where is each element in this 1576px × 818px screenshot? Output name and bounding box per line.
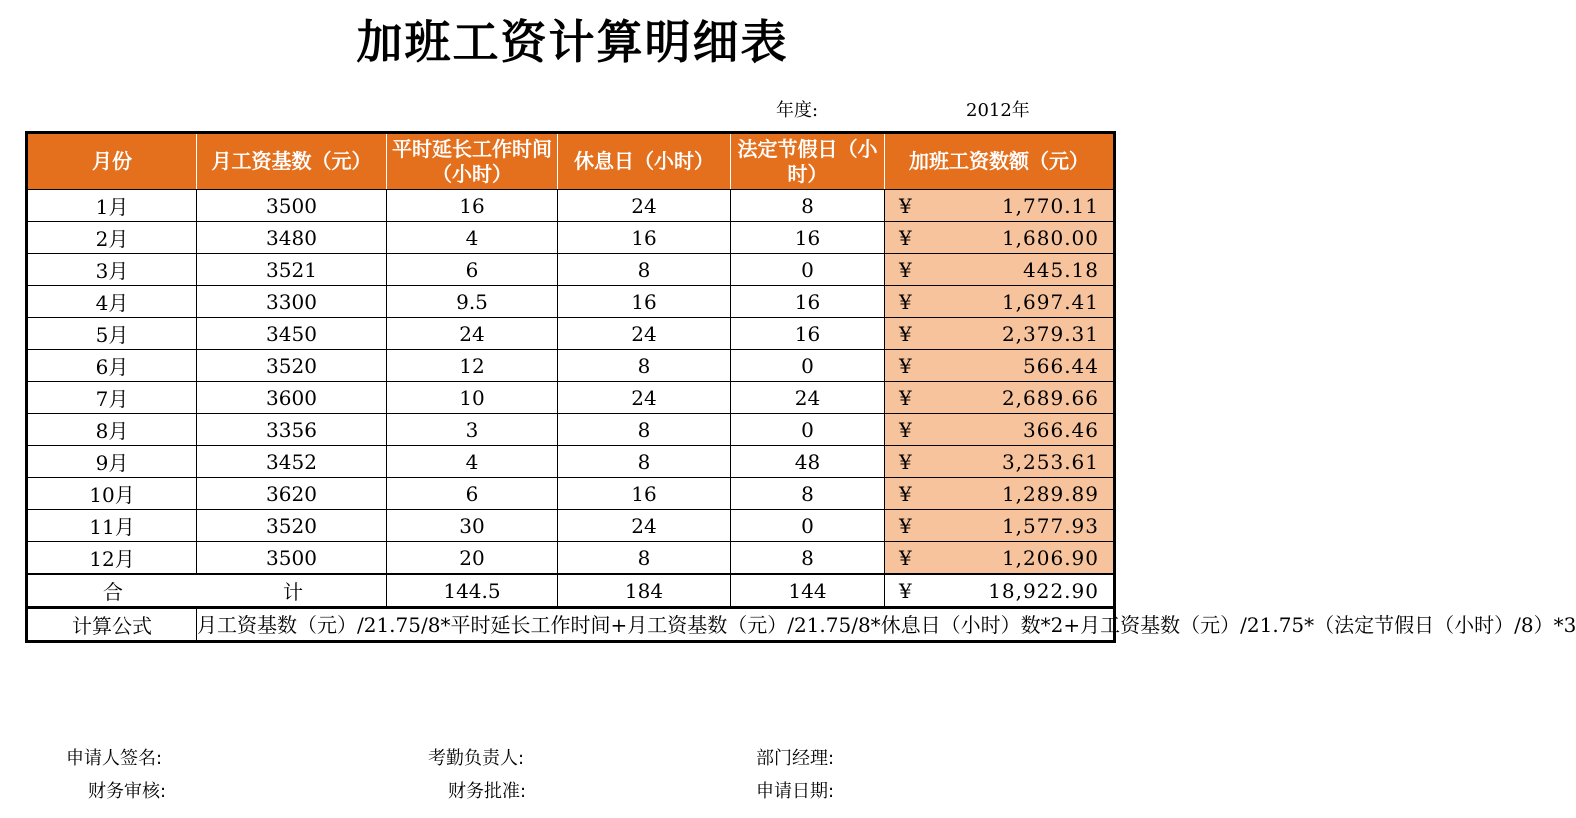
weekday-hours-cell: 4	[387, 222, 558, 254]
amount-value: 445.18	[1023, 257, 1099, 282]
month-cell: 3月	[27, 254, 197, 286]
rest-hours-cell: 8	[558, 350, 731, 382]
month-cell: 4月	[27, 286, 197, 318]
yen-symbol: ¥	[899, 417, 912, 442]
base-cell: 3500	[197, 190, 387, 222]
applicant-signature-label: 申请人签名:	[66, 748, 163, 769]
total-weekday: 144.5	[387, 574, 558, 608]
yen-symbol: ¥	[899, 545, 912, 570]
month-cell: 12月	[27, 542, 197, 575]
weekday-hours-cell: 16	[387, 190, 558, 222]
table-row	[27, 510, 1115, 542]
amount-cell	[885, 222, 1115, 254]
weekday-hours-cell: 24	[387, 318, 558, 350]
yen-symbol: ¥	[899, 578, 912, 603]
total-amount: 18,922.90	[988, 578, 1099, 603]
amount-cell	[885, 286, 1115, 318]
amount-value: 566.44	[1023, 353, 1099, 378]
base-cell: 3520	[197, 510, 387, 542]
rest-hours-cell: 16	[558, 286, 731, 318]
year-value: 2012年	[966, 100, 1030, 121]
header-holiday-hours: 法定节假日（小时）	[731, 133, 885, 190]
base-cell: 3500	[197, 542, 387, 575]
yen-symbol: ¥	[899, 257, 912, 282]
base-cell: 3300	[197, 286, 387, 318]
month-cell: 10月	[27, 478, 197, 510]
month-cell: 6月	[27, 350, 197, 382]
header-base: 月工资基数（元）	[197, 133, 387, 190]
formula-label: 计算公式	[27, 608, 197, 642]
holiday-hours-cell: 8	[731, 190, 885, 222]
apply-date-label: 申请日期:	[756, 781, 835, 802]
table-row	[27, 318, 1115, 350]
header-amount: 加班工资数额（元）	[885, 133, 1115, 190]
holiday-hours-cell: 16	[731, 286, 885, 318]
rest-hours-cell: 24	[558, 382, 731, 414]
month-cell: 7月	[27, 382, 197, 414]
base-cell: 3452	[197, 446, 387, 478]
holiday-hours-cell: 16	[731, 222, 885, 254]
header-row	[27, 133, 1115, 190]
holiday-hours-cell: 0	[731, 510, 885, 542]
total-label-left: 合	[103, 580, 123, 604]
rest-hours-cell: 16	[558, 222, 731, 254]
weekday-hours-cell: 6	[387, 254, 558, 286]
rest-hours-cell: 8	[558, 414, 731, 446]
base-cell: 3620	[197, 478, 387, 510]
month-cell: 11月	[27, 510, 197, 542]
amount-value: 3,253.61	[1001, 449, 1099, 474]
weekday-hours-cell: 10	[387, 382, 558, 414]
total-label	[27, 574, 387, 608]
finance-approve-label: 财务批准:	[448, 781, 527, 802]
base-cell: 3356	[197, 414, 387, 446]
weekday-hours-cell: 4	[387, 446, 558, 478]
page-title: 加班工资计算明细表	[356, 15, 789, 69]
base-cell: 3450	[197, 318, 387, 350]
table-row	[27, 446, 1115, 478]
amount-cell	[885, 382, 1115, 414]
holiday-hours-cell: 24	[731, 382, 885, 414]
base-cell: 3520	[197, 350, 387, 382]
table-row	[27, 190, 1115, 222]
table-row	[27, 414, 1115, 446]
amount-value: 1,680.00	[1001, 225, 1099, 250]
total-rest: 184	[558, 574, 731, 608]
rest-hours-cell: 8	[558, 446, 731, 478]
weekday-hours-cell: 6	[387, 478, 558, 510]
total-holiday: 144	[731, 574, 885, 608]
month-cell: 9月	[27, 446, 197, 478]
yen-symbol: ¥	[899, 353, 912, 378]
header-weekday-hours: 平时延长工作时间（小时）	[387, 133, 558, 190]
base-cell: 3521	[197, 254, 387, 286]
table-row	[27, 382, 1115, 414]
table-row	[27, 350, 1115, 382]
weekday-hours-cell: 9.5	[387, 286, 558, 318]
yen-symbol: ¥	[899, 449, 912, 474]
yen-symbol: ¥	[899, 385, 912, 410]
holiday-hours-cell: 8	[731, 478, 885, 510]
rest-hours-cell: 24	[558, 318, 731, 350]
amount-value: 1,770.11	[1001, 193, 1099, 218]
header-rest-hours: 休息日（小时）	[558, 133, 731, 190]
finance-review-label: 财务审核:	[88, 781, 167, 802]
base-cell: 3600	[197, 382, 387, 414]
month-cell: 5月	[27, 318, 197, 350]
total-label-right: 计	[283, 580, 303, 604]
amount-value: 1,697.41	[1001, 289, 1099, 314]
table-row	[27, 478, 1115, 510]
yen-symbol: ¥	[899, 513, 912, 538]
holiday-hours-cell: 0	[731, 254, 885, 286]
holiday-hours-cell: 8	[731, 542, 885, 575]
year-label: 年度:	[776, 100, 819, 121]
weekday-hours-cell: 30	[387, 510, 558, 542]
header-month: 月份	[27, 133, 197, 190]
rest-hours-cell: 24	[558, 190, 731, 222]
total-row	[27, 574, 1115, 608]
department-manager-label: 部门经理:	[756, 748, 835, 769]
table-row	[27, 254, 1115, 286]
holiday-hours-cell: 16	[731, 318, 885, 350]
table-row	[27, 222, 1115, 254]
amount-cell	[885, 318, 1115, 350]
rest-hours-cell: 8	[558, 254, 731, 286]
amount-value: 366.46	[1023, 417, 1099, 442]
yen-symbol: ¥	[899, 481, 912, 506]
holiday-hours-cell: 0	[731, 350, 885, 382]
table-row	[27, 542, 1115, 575]
weekday-hours-cell: 12	[387, 350, 558, 382]
table-row	[27, 286, 1115, 318]
amount-value: 2,379.31	[1001, 321, 1099, 346]
amount-value: 1,577.93	[1001, 513, 1099, 538]
weekday-hours-cell: 3	[387, 414, 558, 446]
formula-text: 月工资基数（元）/21.75/8*平时延长工作时间+月工资基数（元）/21.75/8*休息日（小时）数*2+月工资基数（元）/21.75*（法定节假日（小时）/8）*3	[197, 608, 1115, 642]
amount-value: 1,289.89	[1001, 481, 1099, 506]
base-cell: 3480	[197, 222, 387, 254]
amount-cell	[885, 510, 1115, 542]
amount-cell	[885, 350, 1115, 382]
yen-symbol: ¥	[899, 321, 912, 346]
yen-symbol: ¥	[899, 289, 912, 314]
rest-hours-cell: 16	[558, 478, 731, 510]
yen-symbol: ¥	[899, 193, 912, 218]
amount-cell	[885, 190, 1115, 222]
month-cell: 2月	[27, 222, 197, 254]
amount-value: 1,206.90	[1001, 545, 1099, 570]
attendance-manager-label: 考勤负责人:	[428, 748, 525, 769]
month-cell: 8月	[27, 414, 197, 446]
amount-cell	[885, 478, 1115, 510]
amount-cell	[885, 446, 1115, 478]
weekday-hours-cell: 20	[387, 542, 558, 575]
yen-symbol: ¥	[899, 225, 912, 250]
rest-hours-cell: 8	[558, 542, 731, 575]
amount-cell	[885, 414, 1115, 446]
month-cell: 1月	[27, 190, 197, 222]
amount-cell	[885, 542, 1115, 575]
holiday-hours-cell: 0	[731, 414, 885, 446]
amount-cell	[885, 254, 1115, 286]
rest-hours-cell: 24	[558, 510, 731, 542]
amount-value: 2,689.66	[1001, 385, 1099, 410]
holiday-hours-cell: 48	[731, 446, 885, 478]
total-amount-cell	[885, 574, 1115, 608]
formula-row	[27, 608, 1115, 642]
overtime-table	[25, 131, 1576, 643]
